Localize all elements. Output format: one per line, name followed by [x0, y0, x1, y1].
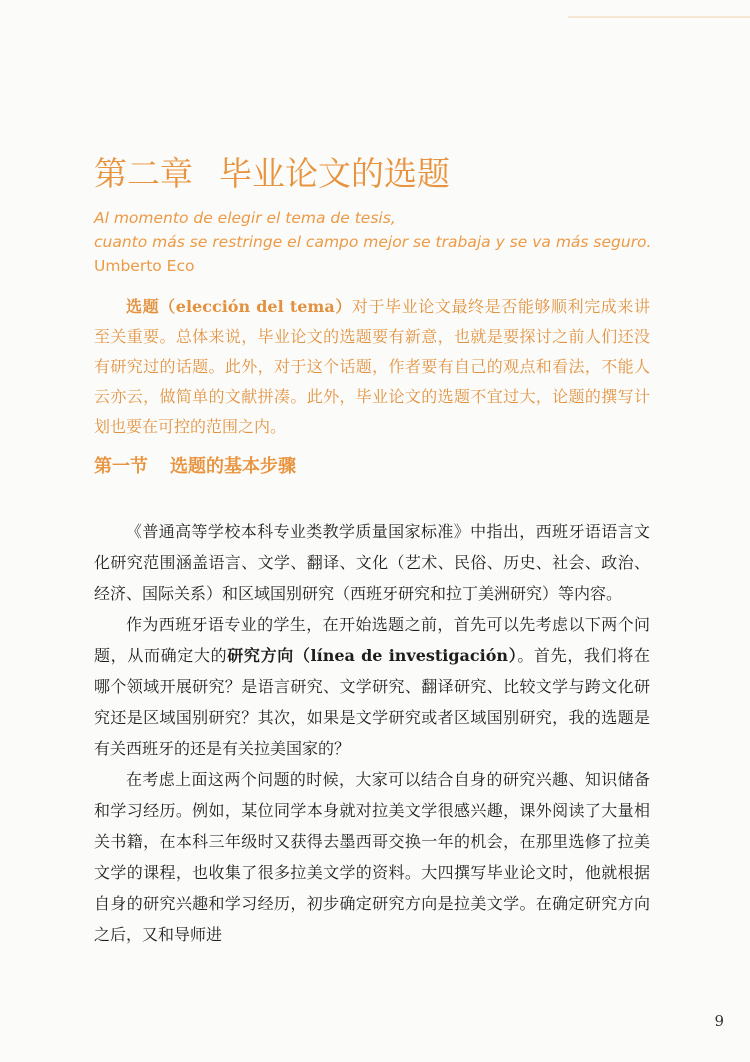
paragraph-2-lead: 作为西班牙语专业的学生，在开始选题之前，首先可以先考虑以下两个问题，从而确定大的 [94, 615, 650, 665]
paragraph-3: 在考虑上面这两个问题的时候，大家可以结合自身的研究兴趣、知识储备和学习经历。例如，某位同学本身就对拉美文学很感兴趣，课外阅读了大量相关书籍，在本科三年级时又获得去墨西哥交换一年的机会，在那里选修了拉美文学的课程，也收集了很多拉美文学的资料。大四撰写毕业论文时，他就根据自身的研究兴趣和学习经历，初步确定研究方向是拉美文学。在确定研究方向之后，又和导师进 [94, 770, 650, 944]
chapter-number: 第二章 [94, 154, 193, 193]
section-body [94, 516, 650, 950]
chapter-intro [94, 292, 650, 442]
section-number: 第一节 [94, 456, 148, 477]
paragraph-2-rest: 。首先，我们将在哪个领域开展研究？是语言研究、文学研究、翻译研究、比较文学与跨文化研究还是区域国别研究？其次，如果是文学研究或者区域国别研究，我的选题是有关西班牙的还是有关拉美国家的？ [94, 646, 650, 758]
epigraph-line-2: cuanto más se restringe el campo mejor se trabaja y se va más seguro. [94, 233, 652, 251]
paragraph-1: 《普通高等学校本科专业类教学质量国家标准》中指出，西班牙语语言文化研究范围涵盖语言、文学、翻译、文化（艺术、民俗、历史、社会、政治、经济、国际关系）和区域国别研究（西班牙研究和拉丁美洲研究）等内容。 [94, 522, 650, 603]
intro-text: 对于毕业论文最终是否能够顺利完成来讲至关重要。总体来说，毕业论文的选题要有新意，也就是要探讨之前人们还没有研究过的话题。此外，对于这个话题，作者要有自己的观点和看法，不能人云亦云，做简单的文献拼凑。此外，毕业论文的选题不宜过大，论题的撰写计划也要在可控的范围之内。 [94, 297, 650, 436]
paragraph-2-term: 研究方向（línea de investigación） [227, 646, 518, 665]
page-number: 9 [714, 1012, 724, 1030]
intro-term: 选题（elección del tema） [126, 297, 352, 316]
header-rule [568, 16, 750, 18]
chapter-title [94, 152, 450, 196]
epigraph-author: Umberto Eco [94, 257, 195, 275]
section-name: 选题的基本步骤 [170, 456, 296, 477]
section-title [94, 452, 296, 482]
chapter-name: 毕业论文的选题 [219, 154, 450, 193]
epigraph [94, 206, 651, 278]
paragraph-2 [94, 609, 650, 764]
epigraph-line-1: Al momento de elegir el tema de tesis, [94, 209, 396, 227]
